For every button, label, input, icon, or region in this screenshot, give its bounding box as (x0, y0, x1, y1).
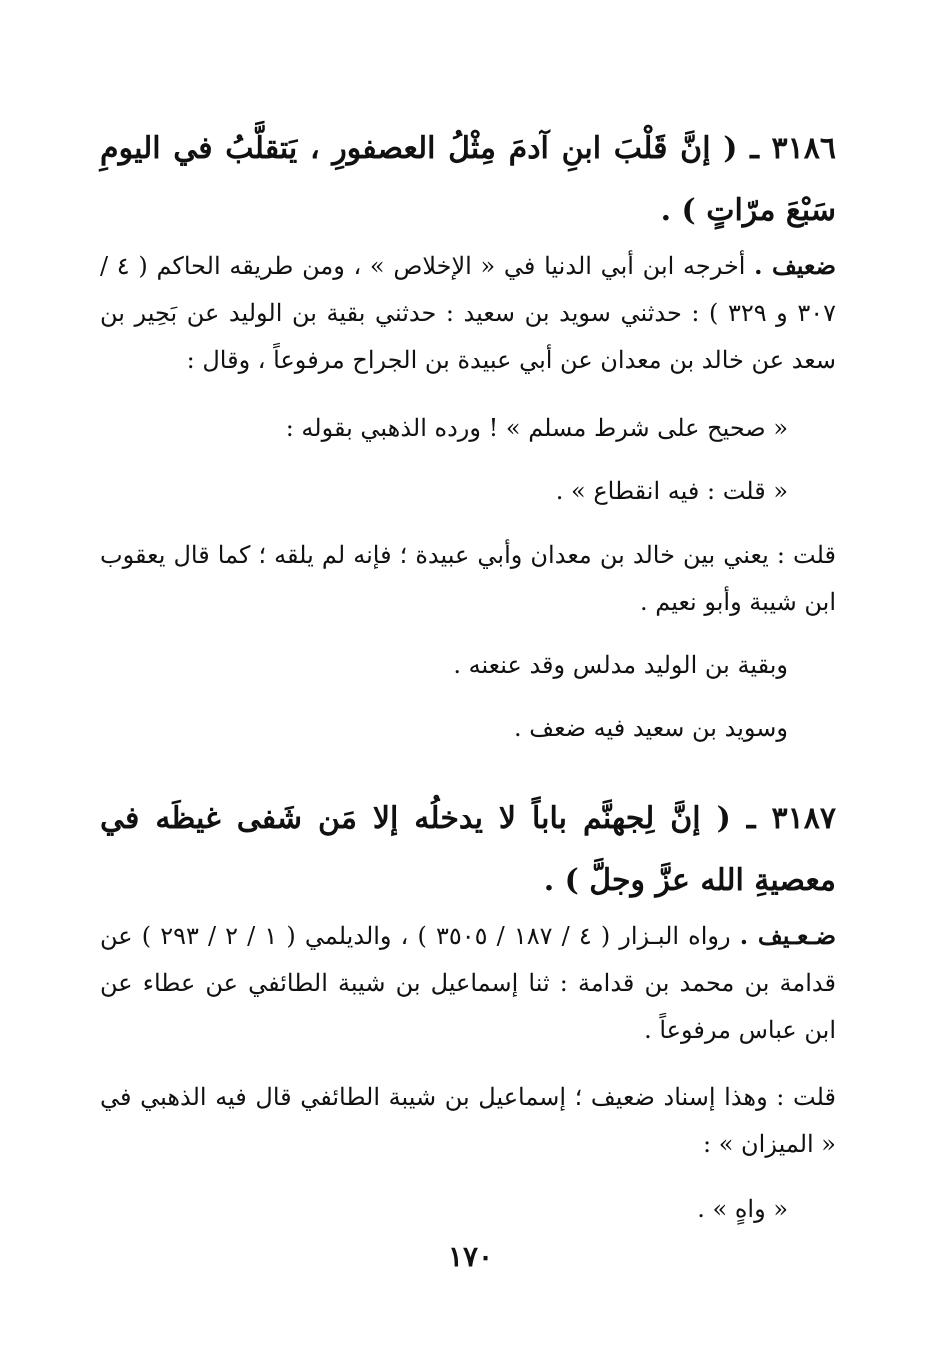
grade-label-3187: ضـعـيف . (739, 921, 837, 950)
quote-dhahabi-3186: « قلت : فيه انقطاع » . (555, 477, 788, 505)
quote-dhahabi-3187: « واهٍ » . (697, 1195, 788, 1223)
hadith-3187-text: ٣١٨٧ ـ ( إنَّ لِجهنَّم باباً لا يدخلُه إلا مَن شَفى غيظَه في معصيةِ الله عزَّ وجلَّ ) . (100, 801, 836, 898)
comment-3186-3: وسويد بن سعيد فيه ضعف . (513, 714, 788, 742)
takhrij-3186-text: أخرجه ابن أبي الدنيا في « الإخلاص » ، ومن طريقه الحاكم ( ٤ / ٣٠٧ و ٣٢٩ ) : حدثني سويد بن سعيد : حدثني بقية بن الوليد عن بَحِير بن سعد عن خالد بن معدان عن أبي عبيدة بن الجراح مرفوعاً ، وقال : (100, 252, 836, 374)
takhrij-3187-text: رواه البـزار ( ٤ / ١٨٧ / ٣٥٠٥ ) ، والديلمي ( ١ / ٢ / ٢٩٣ ) عن قدامة بن محمد بن قدامة : ثنا إسماعيل بن شيبة الطائفي عن عطاء عن ابن عباس مرفوعاً . (100, 922, 836, 1044)
hadith-3186-text: ٣١٨٦ ـ ( إنَّ قَلْبَ ابنِ آدمَ مِثْلُ العصفورِ ، يَتقلَّبُ في اليومِ سَبْعَ مرّاتٍ ) . (100, 131, 836, 228)
comment-3186-2: وبقية بن الوليد مدلس وقد عنعنه . (453, 651, 788, 679)
grade-label-3186: ضعيف . (754, 251, 836, 280)
comment-3186-1: قلت : يعني بين خالد بن معدان وأبي عبيدة ؛ فإنه لم يلقه ؛ كما قال يعقوب ابن شيبة وأبو نعيم . (100, 541, 836, 616)
takhrij-3187 (100, 912, 836, 1054)
comment-3187-1: قلت : وهذا إسناد ضعيف ؛ إسماعيل بن شيبة الطائفي قال فيه الذهبي في « الميزان » : (100, 1083, 836, 1158)
takhrij-3186 (100, 242, 836, 384)
page-number: ١٧٠ (447, 1240, 494, 1273)
quote-hakim-3186: « صحيح على شرط مسلم » ! ورده الذهبي بقوله : (285, 414, 788, 442)
